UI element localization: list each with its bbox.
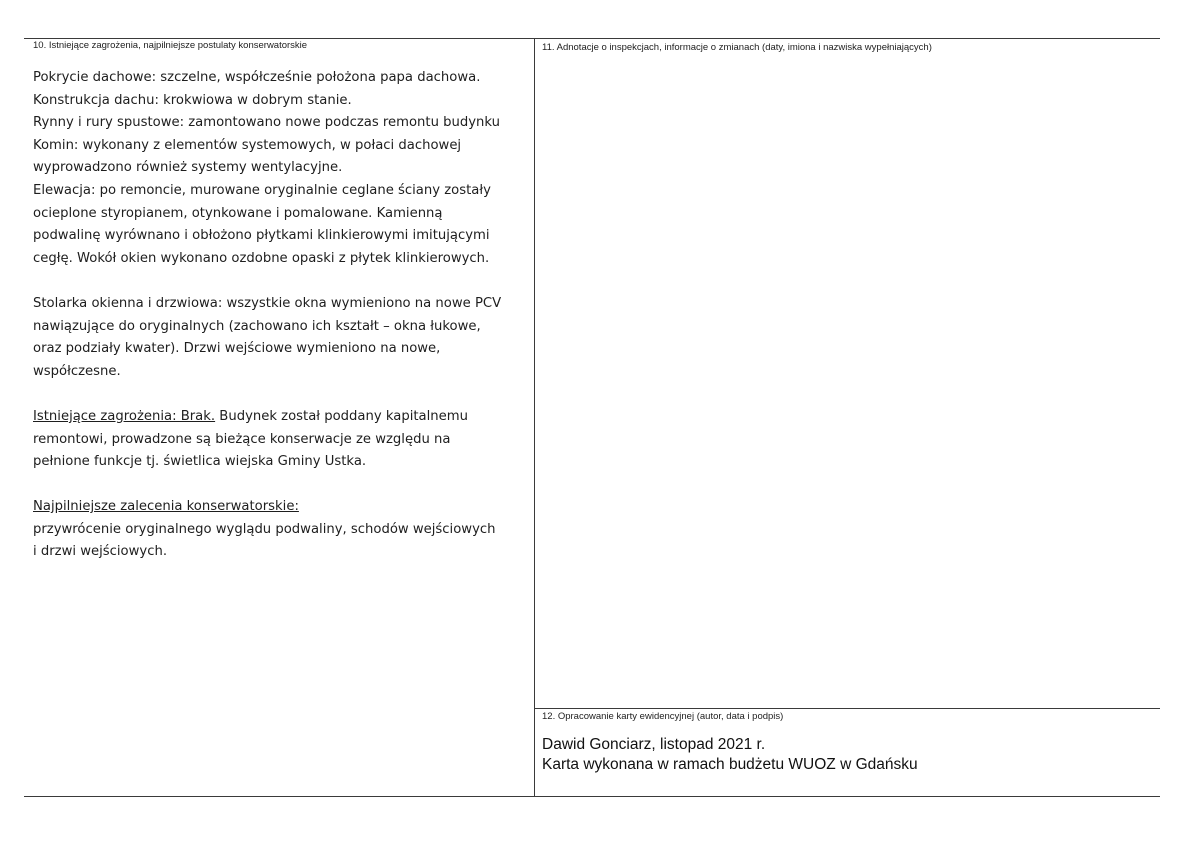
text-line: i drzwi wejściowych. bbox=[33, 544, 168, 560]
section12-content bbox=[542, 735, 918, 775]
bottom-border bbox=[24, 796, 1160, 797]
text-line: oraz podziały kwater). Drzwi wejściowe wymieniono na nowe, bbox=[33, 341, 441, 357]
text-line: przywrócenie oryginalnego wyglądu podwaliny, schodów wejściowych bbox=[33, 521, 496, 537]
text-line: Komin: wykonany z elementów systemowych, w połaci dachowej bbox=[33, 137, 462, 153]
text-line: Pokrycie dachowe: szczelne, współcześnie położona papa dachowa. bbox=[33, 70, 481, 85]
text-line: Konstrukcja dachu: krokwiowa w dobrym stanie. bbox=[33, 92, 352, 108]
column-divider bbox=[534, 38, 535, 796]
text-line: cegłę. Wokół okien wykonano ozdobne opaski z płytek klinkierowych. bbox=[33, 250, 490, 266]
top-border bbox=[24, 38, 1160, 39]
text-line: wyprowadzono również systemy wentylacyjne. bbox=[33, 160, 343, 176]
funding-line: Karta wykonana w ramach budżetu WUOZ w Gdańsku bbox=[542, 756, 918, 773]
text-line: ocieplone styropianem, otynkowane i pomalowane. Kamienną bbox=[33, 205, 443, 221]
section12-top-border bbox=[534, 708, 1160, 709]
text-line: remontowi, prowadzone są bieżące konserwacje ze względu na bbox=[33, 431, 451, 447]
recommendations-heading: Najpilniejsze zalecenia konserwatorskie: bbox=[33, 499, 299, 515]
threats-heading: Istniejące zagrożenia: Brak. bbox=[33, 408, 216, 424]
text-line: Stolarka okienna i drzwiowa: wszystkie okna wymieniono na nowe PCV bbox=[33, 295, 502, 311]
section10-label: 10. Istniejące zagrożenia, najpilniejsze postulaty konserwatorskie bbox=[33, 40, 308, 51]
section10-content bbox=[33, 67, 533, 564]
text-line: nawiązujące do oryginalnych (zachowano ich kształt – okna łukowe, bbox=[33, 318, 481, 334]
section11-label: 11. Adnotacje o inspekcjach, informacje o zmianach (daty, imiona i nazwiska wypełniających) bbox=[542, 42, 932, 53]
threats-first-line-rest: Budynek został poddany kapitalnemu bbox=[215, 408, 468, 424]
text-line: pełnione funkcje tj. świetlica wiejska Gminy Ustka. bbox=[33, 454, 367, 470]
text-line: podwalinę wyrównano i obłożono płytkami klinkierowymi imitującymi bbox=[33, 228, 490, 244]
threats-paragraph-first-line bbox=[33, 406, 533, 429]
text-line: współczesne. bbox=[33, 363, 121, 379]
text-line: Elewacja: po remoncie, murowane oryginalnie ceglane ściany zostały bbox=[33, 182, 491, 198]
section12-label: 12. Opracowanie karty ewidencyjnej (autor, data i podpis) bbox=[542, 711, 784, 722]
author-line: Dawid Gonciarz, listopad 2021 r. bbox=[542, 736, 766, 753]
text-line: Rynny i rury spustowe: zamontowano nowe podczas remontu budynku bbox=[33, 115, 500, 131]
